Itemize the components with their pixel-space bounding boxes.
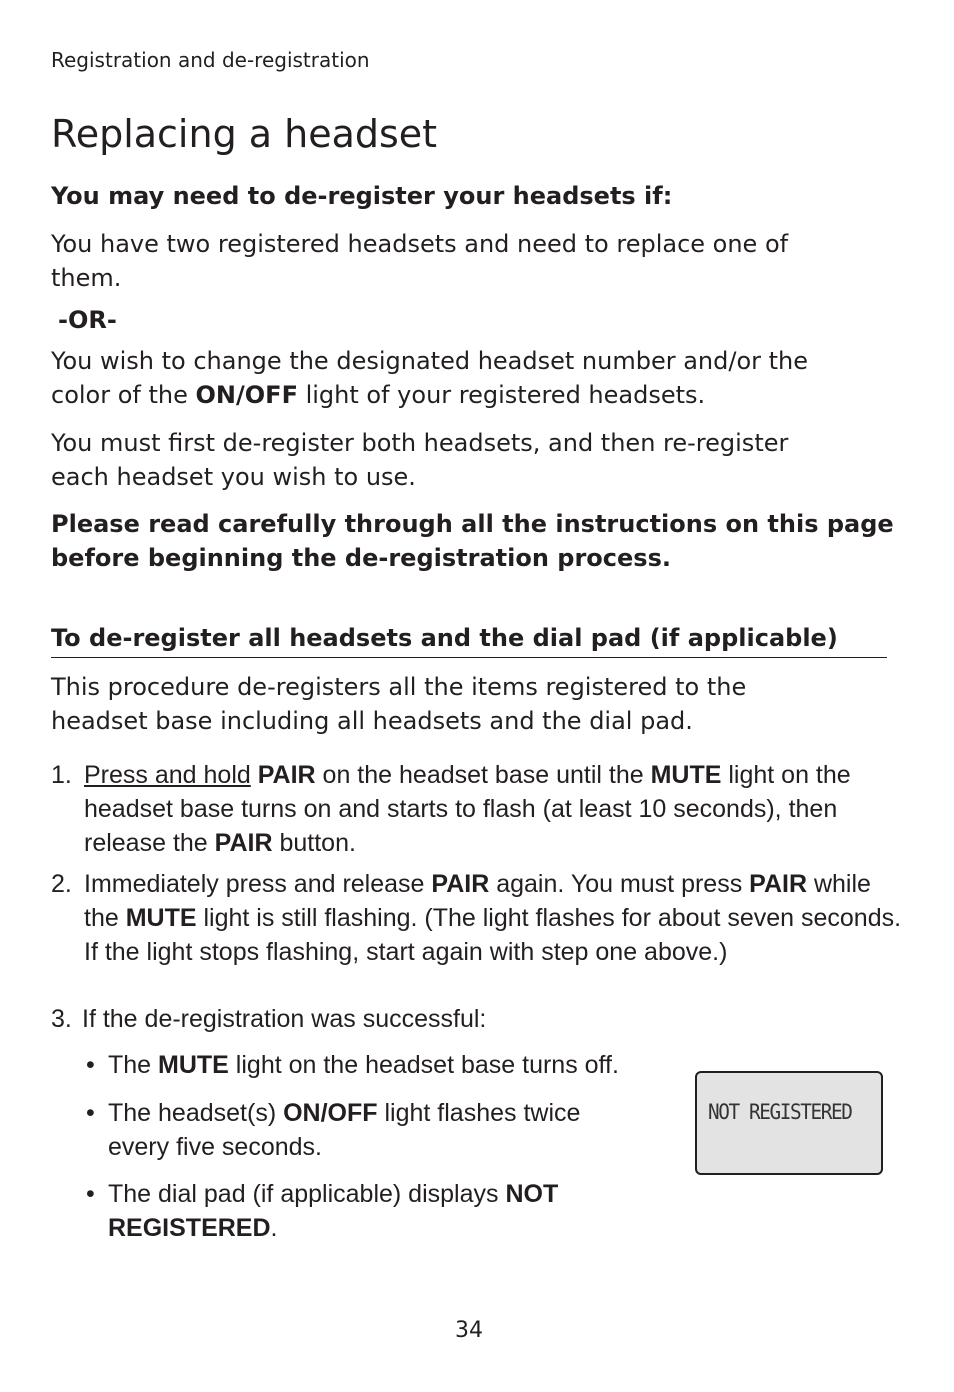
procedure-description: This procedure de-registers all the items registered to the headset base including all headsets and the dial pad.: [51, 673, 747, 735]
warning-note: Please read carefully through all the instructions on this page before beginning the de-registration process.: [51, 510, 894, 572]
must-deregister-note: You must first de-register both headsets, and then re-register each headset you wish to use.: [51, 429, 789, 491]
display-text: NOT REGISTERED: [708, 1100, 852, 1124]
intro-heading: You may need to de-register your headsets if:: [51, 182, 673, 210]
section-header: Registration and de-registration: [51, 48, 370, 72]
or-separator: -OR-: [58, 306, 117, 334]
reason-two: You wish to change the designated headset number and/or the color of the ON/OFF light of your registered headsets.: [51, 347, 809, 409]
procedure-heading: To de-register all headsets and the dial pad (if applicable): [51, 624, 838, 652]
dial-pad-display: [695, 1071, 883, 1175]
page-number: 34: [455, 1318, 483, 1343]
page-title: Replacing a headset: [51, 112, 438, 156]
reason-one: You have two registered headsets and need to replace one of them.: [51, 230, 789, 292]
heading-rule: [51, 657, 887, 658]
